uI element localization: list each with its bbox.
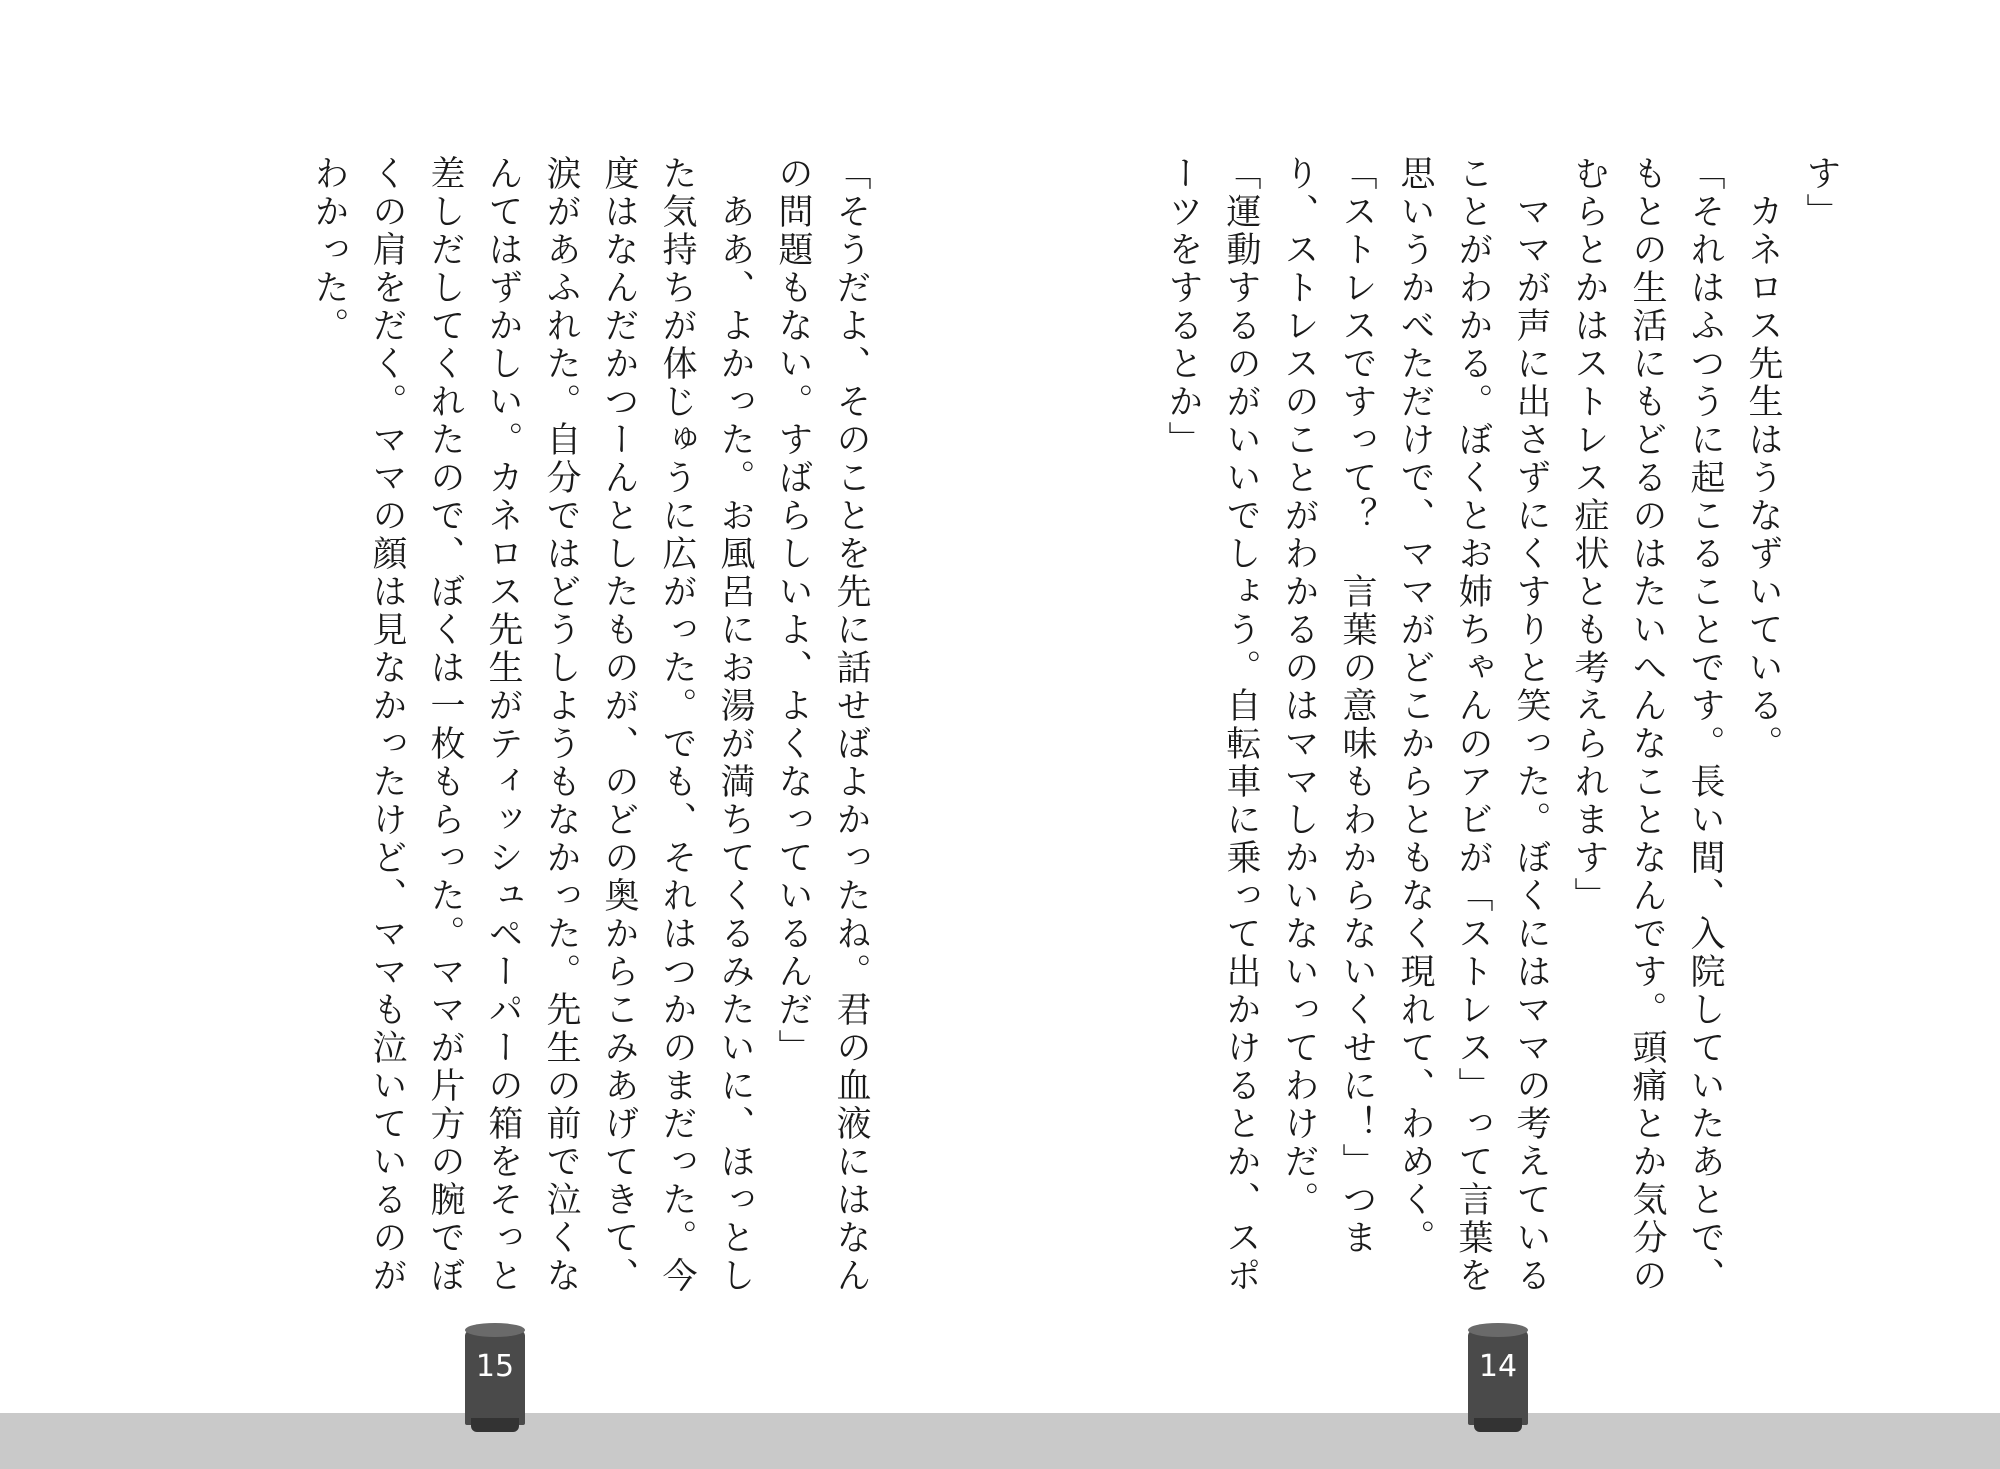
page-number-right xyxy=(1468,1330,1528,1425)
paragraph: す」 xyxy=(1801,155,1841,231)
page-number-left-label: 15 xyxy=(475,1349,515,1384)
paragraph: 「運動するのがいいでしょう。自転車に乗って出かけるとか、スポーツをするとか」 xyxy=(1163,155,1261,1295)
paragraph: カネロス先生はうなずいている。 xyxy=(1743,155,1783,763)
page-number-left xyxy=(465,1330,525,1425)
paragraph: ママが声に出さずにくすりと笑った。ぼくにはママの考えていることがわかる。ぼくとお姉ちゃんのアビが「ストレス」って言葉を思いうかべただけで、ママがどこからともなく現れて、わめく。「ストレスですって？ 言葉の意味もわからないくせに！」つまり、ストレスのことがわかるのはママしかいないってわけだ。 xyxy=(1279,155,1551,1295)
right-page xyxy=(1160,155,1850,1305)
paragraph: 「それはふつうに起こることです。長い間、入院していたあとで、もとの生活にもどるのはたいへんなことなんです。頭痛とか気分のむらとかはストレス症状とも考えられます」 xyxy=(1569,155,1725,1295)
left-page-text xyxy=(300,155,880,1305)
left-page xyxy=(300,155,880,1305)
right-page-text xyxy=(1160,155,1850,1305)
paragraph: 「そうだよ、そのことを先に話せばよかったね。君の血液にはなんの問題もない。すばらしいよ、よくなっているんだ」 xyxy=(773,155,871,1295)
bottom-band xyxy=(0,1413,2000,1469)
page-number-right-label: 14 xyxy=(1478,1349,1518,1384)
paragraph: ああ、よかった。お風呂にお湯が満ちてくるみたいに、ほっとした気持ちが体じゅうに広がった。でも、それはつかのまだった。今度はなんだかつーんとしたものが、のどの奥からこみあげてきて、涙があふれた。自分ではどうしようもなかった。先生の前で泣くなんてはずかしい。カネロス先生がティッシュペーパーの箱をそっと差しだしてくれたので、ぼくは一枚もらった。ママが片方の腕でぼくの肩をだく。ママの顔は見なかったけど、ママも泣いているのがわかった。 xyxy=(309,155,755,1295)
